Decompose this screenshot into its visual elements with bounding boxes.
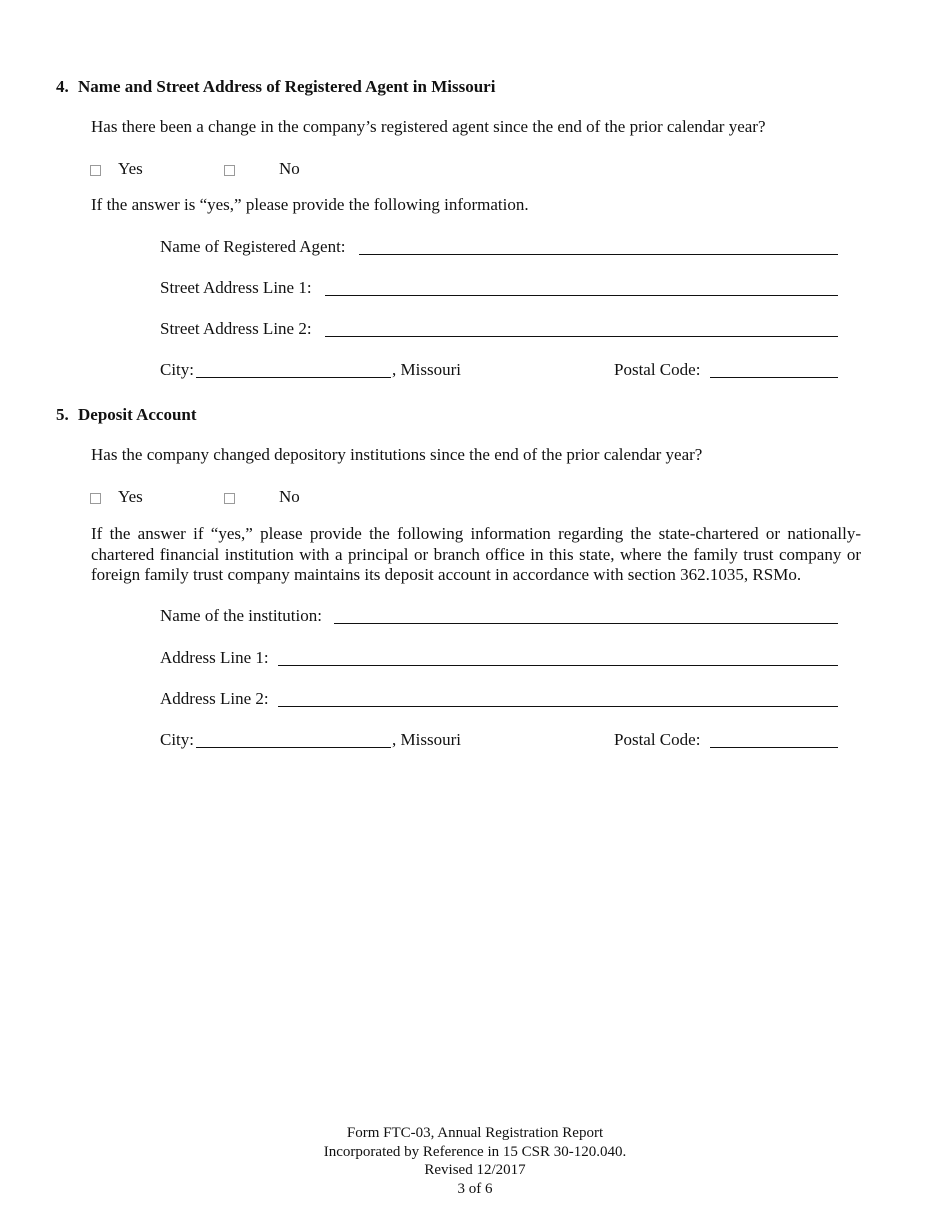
section-5-yes-checkbox[interactable]: [90, 493, 101, 504]
institution-address-1-label: Address Line 1:: [160, 648, 269, 667]
section-5-yes-label: Yes: [118, 487, 143, 506]
section-4-yes-label: Yes: [118, 159, 143, 178]
postal-code-field[interactable]: [710, 377, 838, 378]
institution-address-2-label: Address Line 2:: [160, 689, 269, 708]
institution-state-suffix: , Missouri: [392, 730, 461, 749]
section-5-heading: [56, 405, 197, 425]
institution-name-field[interactable]: [334, 623, 838, 624]
institution-address-1-field[interactable]: [278, 665, 838, 666]
registered-agent-name-field[interactable]: [359, 254, 838, 255]
footer-page-number: 3 of 6: [457, 1180, 493, 1197]
section-5-no-label: No: [279, 487, 300, 506]
section-4-no-label: No: [279, 159, 300, 178]
section-4-yes-checkbox[interactable]: [90, 165, 101, 176]
institution-address-2-field[interactable]: [278, 706, 838, 707]
section-4-number: 4.: [56, 77, 69, 96]
institution-name-label: Name of the institution:: [160, 606, 322, 625]
institution-city-field[interactable]: [196, 747, 391, 748]
page-footer: [0, 1124, 950, 1198]
section-5-instruction: If the answer if “yes,” please provide the following information regarding the state-chartered or nationally-chartered financial institution with a principal or branch office in this state, where the family trust company or foreign family trust company maintains its deposit account in accordance with section 362.1035, RSMo.: [91, 524, 861, 584]
institution-city-label: City:: [160, 730, 195, 749]
footer-form-title: Form FTC-03, Annual Registration Report: [346, 1125, 604, 1141]
street-address-2-field[interactable]: [325, 336, 838, 337]
section-4-title: Name and Street Address of Registered Agent in Missouri: [78, 77, 496, 96]
street-address-1-field[interactable]: [325, 295, 838, 296]
institution-postal-code-label: Postal Code:: [614, 730, 701, 749]
postal-code-label: Postal Code:: [614, 360, 701, 379]
section-4-question: Has there been a change in the company’s registered agent since the end of the prior calendar year?: [91, 117, 766, 136]
institution-postal-code-field[interactable]: [710, 747, 838, 748]
street-address-2-label: Street Address Line 2:: [160, 319, 312, 338]
section-5-title: Deposit Account: [78, 405, 197, 424]
section-4-instruction: If the answer is “yes,” please provide the following information.: [91, 195, 529, 214]
section-5-question: Has the company changed depository institutions since the end of the prior calendar year?: [91, 445, 703, 464]
section-4-heading: [56, 77, 495, 97]
registered-agent-name-label: Name of Registered Agent:: [160, 237, 346, 256]
city-field[interactable]: [196, 377, 391, 378]
street-address-1-label: Street Address Line 1:: [160, 278, 312, 297]
section-5-no-checkbox[interactable]: [224, 493, 235, 504]
section-5-number: 5.: [56, 405, 69, 424]
footer-incorporation: Incorporated by Reference in 15 CSR 30-120.040.: [323, 1143, 627, 1160]
state-suffix: , Missouri: [392, 360, 461, 379]
city-label: City:: [160, 360, 195, 379]
footer-revision: Revised 12/2017: [424, 1162, 526, 1178]
section-4-no-checkbox[interactable]: [224, 165, 235, 176]
